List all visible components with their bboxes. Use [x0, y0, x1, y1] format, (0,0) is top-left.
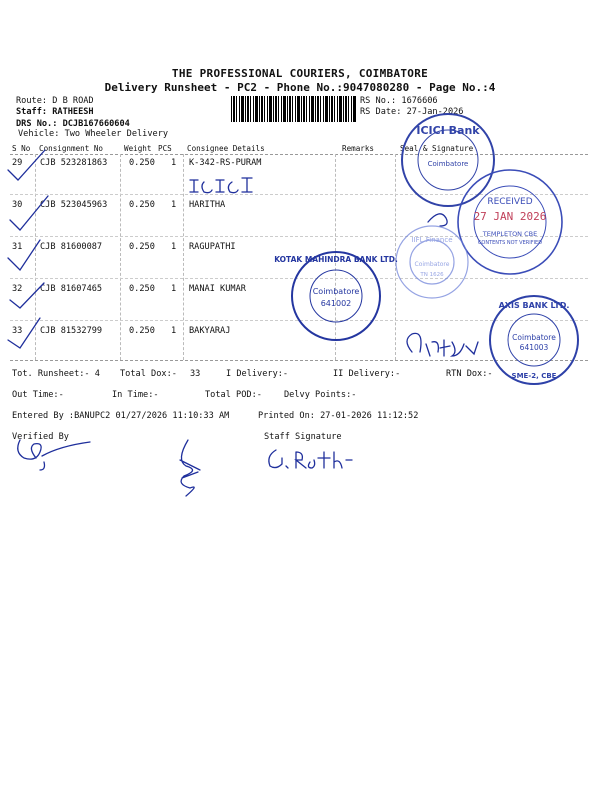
- icici-stamp: [402, 114, 494, 206]
- axis-pin: 641003: [519, 343, 549, 352]
- th-consignment: Consignment No: [39, 144, 104, 153]
- row-sno: 33: [12, 326, 23, 336]
- kotak-label: KOTAK MAHINDRA BANK LTD.: [274, 255, 398, 264]
- row-consignment: CJB 81600087: [40, 242, 103, 252]
- route-label: Route: D B ROAD: [16, 96, 94, 106]
- ii-delivery-label: II Delivery:-: [333, 369, 401, 379]
- row-weight: 0.250: [129, 200, 155, 210]
- company-title: THE PROFESSIONAL COURIERS, COIMBATORE: [171, 67, 429, 80]
- iifl-stamp: [396, 226, 468, 298]
- total-dox-value: 33: [190, 369, 201, 379]
- icici-stamp-label: ICICI Bank: [416, 124, 480, 137]
- row-weight: 0.250: [129, 326, 155, 336]
- i-delivery-label: I Delivery:-: [226, 369, 289, 379]
- in-time-label: In Time:-: [112, 390, 159, 400]
- row-consignment: CJB 81532799: [40, 326, 103, 336]
- th-seal: Seal & Signature: [400, 144, 474, 153]
- row-consignment: CJB 523281863: [40, 158, 108, 168]
- row-consignee: MANAI KUMAR: [189, 284, 246, 294]
- row-weight: 0.250: [129, 284, 155, 294]
- printed-on: Printed On: 27-01-2026 11:12:52: [258, 411, 419, 421]
- row-weight: 0.250: [129, 158, 155, 168]
- th-weight: Weight: [124, 144, 152, 153]
- row-sno: 29: [12, 158, 23, 168]
- row-pcs: 1: [171, 326, 177, 336]
- axis-stamp: [490, 296, 578, 384]
- row-sno: 31: [12, 242, 23, 252]
- th-sno: S No: [12, 144, 31, 153]
- axis-city: Coimbatore: [512, 333, 556, 342]
- row-consignee: K-342-RS-PURAM: [189, 158, 262, 168]
- tot-runsheet: Tot. Runsheet:- 4: [12, 369, 100, 379]
- axis-label: AXIS BANK LTD.: [498, 301, 570, 310]
- staff-label: Staff: RATHEESH: [16, 107, 94, 117]
- row-pcs: 1: [171, 200, 177, 210]
- row-sno: 30: [12, 200, 23, 210]
- row-consignee: HARITHA: [189, 200, 226, 210]
- icici-stamp-city: Coimbatore: [427, 160, 469, 168]
- th-pcs: PCS: [158, 144, 172, 153]
- received-stamp: [458, 170, 562, 274]
- kotak-city: Coimbatore: [312, 287, 360, 296]
- iifl-city: Coimbatore: [414, 261, 450, 268]
- th-consignee: Consignee Details: [187, 144, 265, 153]
- row-consignment: CJB 81607465: [40, 284, 103, 294]
- row-consignment: CJB 523045963: [40, 200, 108, 210]
- row-pcs: 1: [171, 284, 177, 294]
- received-label: RECEIVED: [487, 197, 533, 207]
- row-pcs: 1: [171, 242, 177, 252]
- runsheet-title: Delivery Runsheet - PC2 - Phone No.:9047080280 - Page No.:4: [104, 81, 496, 94]
- verified-by-label: Verified By: [12, 432, 69, 442]
- total-pod-label: Total POD:-: [205, 390, 262, 400]
- iifl-pin: TN 1626: [420, 272, 444, 278]
- drs-label: DRS No.: DCJB167660604: [16, 119, 130, 129]
- row-consignee: BAKYARAJ: [189, 326, 231, 336]
- axis-code: SME-2, CBE: [511, 372, 557, 380]
- iifl-label: IIFL Finance: [411, 236, 453, 244]
- received-note: CONTENTS NOT VERIFIED: [477, 240, 543, 246]
- rs-number: RS No.: 1676606: [360, 96, 438, 106]
- staff-signature-label: Staff Signature: [264, 432, 342, 442]
- received-branch: TEMPLETON CBE: [482, 230, 538, 238]
- row-weight: 0.250: [129, 242, 155, 252]
- rtn-dox-label: RTN Dox:-: [446, 369, 493, 379]
- total-dox-label: Total Dox:-: [120, 369, 177, 379]
- row-pcs: 1: [171, 158, 177, 168]
- row-sno: 32: [12, 284, 23, 294]
- received-date: 27 JAN 2026: [473, 210, 547, 223]
- out-time-label: Out Time:-: [12, 390, 64, 400]
- kotak-stamp: [274, 252, 398, 340]
- rs-date: RS Date: 27-Jan-2026: [360, 107, 464, 117]
- row-consignee: RAGUPATHI: [189, 242, 236, 252]
- delvy-points-label: Delvy Points:-: [284, 390, 357, 400]
- vehicle-label: Vehicle: Two Wheeler Delivery: [18, 129, 169, 139]
- entered-by: Entered By :BANUPC2 01/27/2026 11:10:33 AM: [12, 411, 230, 421]
- th-remarks: Remarks: [342, 144, 375, 153]
- kotak-pin: 641002: [320, 299, 352, 308]
